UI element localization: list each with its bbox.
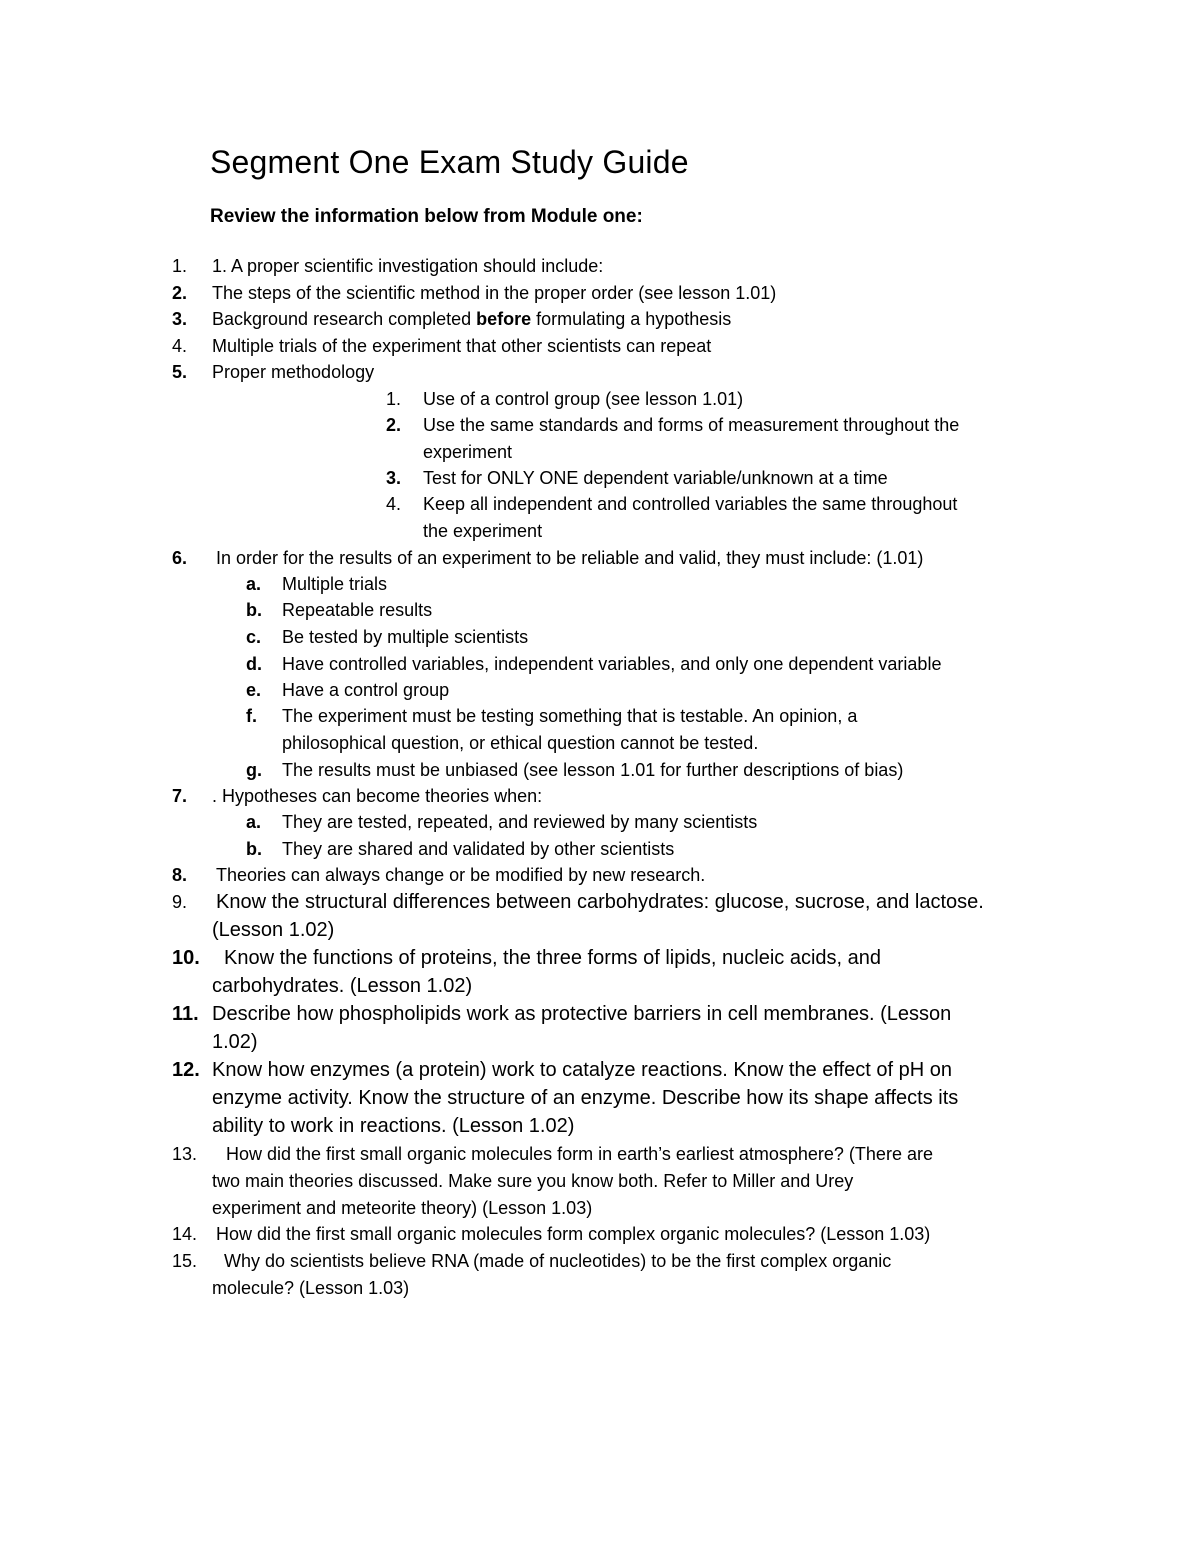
list-number: 9.	[172, 892, 188, 912]
list-text: How did the first small organic molecules form complex organic molecules? (Lesson 1.03)	[216, 1224, 931, 1244]
list-text: Multiple trials of the experiment that other scientists can repeat	[212, 336, 712, 356]
list-text: They are tested, repeated, and reviewed by many scientists	[282, 812, 758, 832]
list-number: 10.	[172, 947, 200, 969]
list-text-line: Keep all independent and controlled variables the same throughout	[423, 494, 958, 514]
list-letter: a.	[246, 574, 262, 594]
list-number: 14.	[172, 1224, 198, 1244]
list-number: 12.	[172, 1059, 200, 1081]
list-text: Test for ONLY ONE dependent variable/unknown at a time	[423, 468, 888, 488]
list-letter: f.	[246, 706, 257, 726]
list-text: Repeatable results	[282, 600, 433, 620]
list-letter: e.	[246, 680, 262, 700]
list-text: 1. A proper scientific investigation should include:	[212, 256, 604, 276]
list-text-line: enzyme activity. Know the structure of an enzyme. Describe how its shape affects its	[212, 1087, 959, 1109]
list-number: 5.	[172, 362, 188, 382]
list-number: 1.	[172, 256, 188, 276]
list-text: They are shared and validated by other scientists	[282, 839, 675, 859]
list-text-line: Use the same standards and forms of measurement throughout the	[423, 415, 960, 435]
list-text: Have a control group	[282, 680, 450, 700]
list-text-line: two main theories discussed. Make sure you know both. Refer to Miller and Urey	[212, 1171, 854, 1191]
section-heading: Review the information below from Module one:	[210, 206, 643, 227]
list-text: Be tested by multiple scientists	[282, 627, 529, 647]
list-text-line: Describe how phospholipids work as protective barriers in cell membranes. (Lesson	[212, 1003, 952, 1025]
list-letter: c.	[246, 627, 262, 647]
list-number: 3.	[172, 309, 188, 329]
list-number: 3.	[386, 468, 402, 488]
list-text-line: philosophical question, or ethical question cannot be tested.	[282, 733, 759, 753]
list-text-line: 1.02)	[212, 1031, 258, 1053]
list-text-line: the experiment	[423, 520, 543, 541]
list-text-line: (Lesson 1.02)	[212, 919, 335, 941]
list-text: In order for the results of an experiment to be reliable and valid, they must include: (1.01)	[216, 548, 924, 568]
list-text: Multiple trials	[282, 574, 388, 594]
list-text: . Hypotheses can become theories when:	[212, 786, 543, 806]
page-title: Segment One Exam Study Guide	[210, 144, 689, 180]
list-number: 7.	[172, 786, 188, 806]
list-number: 8.	[172, 865, 188, 885]
list-number: 6.	[172, 548, 188, 568]
list-text: Theories can always change or be modified by new research.	[216, 865, 706, 885]
list-number: 4.	[386, 494, 402, 514]
list-number: 13.	[172, 1144, 198, 1164]
list-letter: a.	[246, 812, 262, 832]
list-letter: b.	[246, 839, 262, 859]
list-letter: b.	[246, 600, 262, 620]
list-letter: d.	[246, 654, 262, 674]
list-number: 4.	[172, 336, 188, 356]
list-text: The results must be unbiased (see lesson 1.01 for further descriptions of bias)	[282, 760, 904, 780]
list-letter: g.	[246, 760, 262, 780]
list-text-line: carbohydrates. (Lesson 1.02)	[212, 975, 473, 997]
list-number: 2.	[386, 415, 402, 435]
list-text-line: Know the functions of proteins, the three forms of lipids, nucleic acids, and	[224, 947, 882, 969]
list-text-line: molecule? (Lesson 1.03)	[212, 1278, 410, 1298]
list-number: 11.	[172, 1003, 199, 1025]
list-number: 2.	[172, 283, 188, 303]
emphasis-before: before	[476, 309, 532, 329]
list-text: Proper methodology	[212, 362, 375, 382]
list-text: Background research completed before formulating a hypothesis	[212, 309, 732, 329]
list-text-line: ability to work in reactions. (Lesson 1.02)	[212, 1115, 575, 1137]
list-text-line: How did the first small organic molecules form in earth’s earliest atmosphere? (There are	[226, 1144, 933, 1164]
list-number: 15.	[172, 1251, 198, 1271]
list-text: Use of a control group (see lesson 1.01)	[423, 389, 744, 409]
list-text: The steps of the scientific method in the proper order (see lesson 1.01)	[212, 283, 777, 303]
list-text-line: The experiment must be testing something that is testable. An opinion, a	[282, 706, 858, 726]
list-text-line: experiment and meteorite theory) (Lesson 1.03)	[212, 1198, 593, 1218]
list-text-line: Know the structural differences between carbohydrates: glucose, sucrose, and lactose.	[216, 891, 984, 913]
list-number: 1.	[386, 389, 402, 409]
list-text: Have controlled variables, independent variables, and only one dependent variable	[282, 654, 942, 674]
list-text-line: Why do scientists believe RNA (made of nucleotides) to be the first complex organic	[224, 1251, 892, 1271]
list-text-line: Know how enzymes (a protein) work to catalyze reactions. Know the effect of pH on	[212, 1059, 952, 1081]
list-text-line: experiment	[423, 441, 513, 462]
